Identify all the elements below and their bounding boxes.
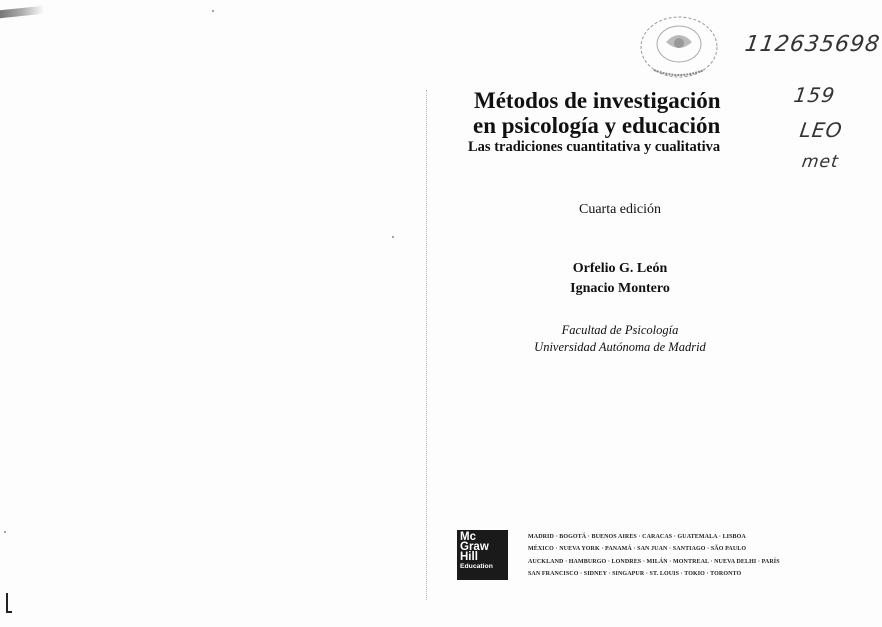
affiliation-line: Facultad de Psicología [561, 323, 679, 337]
library-seal-stamp [636, 12, 722, 82]
page-edge-mark [6, 593, 8, 613]
margin-note-3: met [800, 152, 841, 172]
publisher-logo [457, 530, 508, 580]
logo-text: Mc [460, 531, 476, 543]
cities-line: AUCKLAND · HAMBURGO · LONDRES · MILÁN · MONTREAL · NUEVA DELHI · PARÍS [528, 558, 780, 565]
scan-shadow [0, 6, 44, 19]
catalog-number-handwritten: 112635698 [743, 32, 882, 57]
book-title-line-1: Métodos de investigación [474, 88, 721, 113]
logo-text: Education [460, 563, 493, 570]
scan-speck [4, 531, 6, 533]
cities-line: SAN FRANCISCO · SIDNEY · SINGAPUR · ST. LOUIS · TOKIO · TORONTO [528, 570, 742, 577]
margin-note-2: LEO [798, 118, 845, 142]
cities-line: MADRID · BOGOTÁ · BUENOS AIRES · CARACAS · GUATEMALA · LISBOA [528, 534, 746, 540]
book-subtitle: Las tradiciones cuantitativa y cualitativa [468, 139, 721, 155]
book-title-line-2: en psicología y educación [473, 113, 721, 138]
publisher-cities [528, 531, 798, 580]
scan-speck [212, 10, 214, 12]
book-spine-gutter [426, 90, 427, 600]
edition-label: Cuarta edición [578, 202, 662, 217]
logo-text: Graw [460, 541, 489, 553]
cities-line: MÉXICO · NUEVA YORK · PANAMÁ · SAN JUAN · SANTIAGO · SÃO PAULO [528, 546, 747, 553]
margin-note-1: 159 [792, 83, 837, 107]
author-name: Orfelio G. León [572, 261, 668, 276]
scan-speck [392, 236, 394, 238]
author-name: Ignacio Montero [570, 281, 670, 296]
logo-text: Hill [460, 551, 478, 563]
affiliation-line: Universidad Autónoma de Madrid [534, 340, 706, 354]
